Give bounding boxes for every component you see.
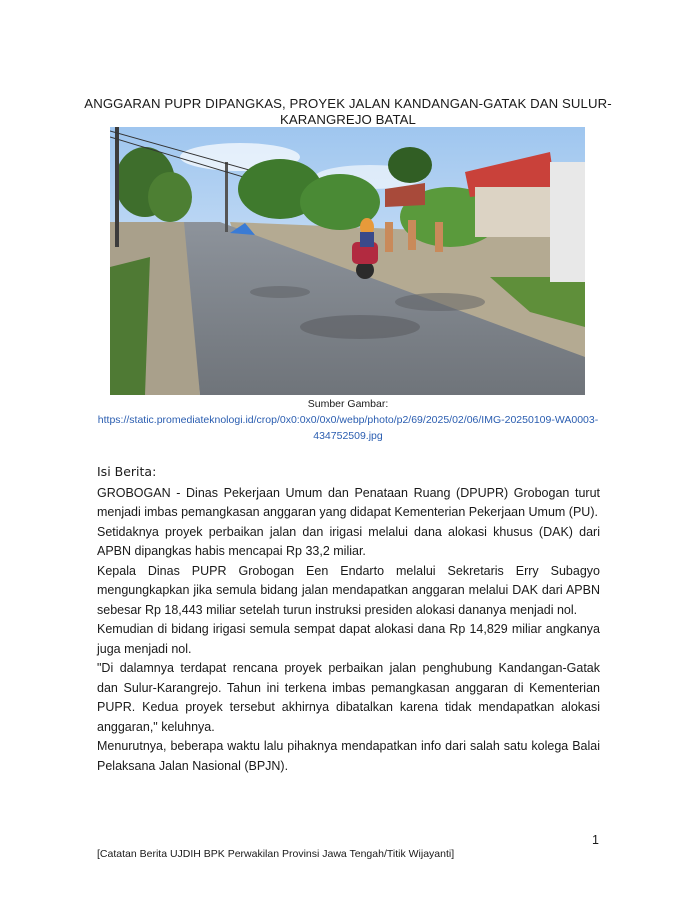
image-caption [80,396,616,444]
page-number: 1 [592,833,599,847]
body-paragraph: Kepala Dinas PUPR Grobogan Een Endarto melalui Sekretaris Erry Subagyo mengungkapkan jika semula bidang jalan mendapatkan anggaran melalui DAK dari APBN sebesar Rp 18,443 miliar setelah turun instruksi presiden alokasi dananya menjadi nol. [97,563,600,617]
news-photo [110,127,585,395]
road-photo-illustration [110,127,585,395]
body-paragraph: Menurutnya, beberapa waktu lalu pihaknya mendapatkan info dari salah satu kolega Balai Pelaksana Jalan Nasional (BPJN). [97,739,600,773]
document-title: ANGGARAN PUPR DIPANGKAS, PROYEK JALAN KANDANGAN-GATAK DAN SULUR-KARANGREJO BATAL [84,96,612,127]
page-footer: [Catatan Berita UJDIH BPK Perwakilan Provinsi Jawa Tengah/Titik Wijayanti] [97,848,455,860]
body-paragraph: Setidaknya proyek perbaikan jalan dan irigasi melalui dana alokasi khusus (DAK) dari APBN dipangkas habis mencapai Rp 33,2 miliar. [97,524,600,558]
body-paragraph: Kemudian di bidang irigasi semula sempat dapat alokasi dana Rp 14,829 miliar angkanya juga menjadi nol. [97,622,600,656]
body-label: Isi Berita: [97,464,157,479]
news-body [97,462,600,776]
caption-source-link[interactable]: https://static.promediateknologi.id/crop/0x0:0x0/0x0/webp/photo/p2/69/2025/02/06/IMG-20250109-WA0003-434752509.jpg [97,414,599,442]
body-paragraph: GROBOGAN - Dinas Pekerjaan Umum dan Penataan Ruang (DPUPR) Grobogan turut menjadi imbas pemangkasan anggaran yang didapat Kementerian Pekerjaan Umum (PU). [97,485,600,519]
caption-label: Sumber Gambar: [307,398,389,410]
body-paragraph: "Di dalamnya terdapat rencana proyek perbaikan jalan penghubung Kandangan-Gatak dan Sulur-Karangrejo. Tahun ini terkena imbas pemangkasan anggaran di Kementerian PUPR. Kedua proyek tersebut akhirnya dibatalkan karena tidak mendapatkan alokasi anggaran," keluhnya. [97,661,600,734]
